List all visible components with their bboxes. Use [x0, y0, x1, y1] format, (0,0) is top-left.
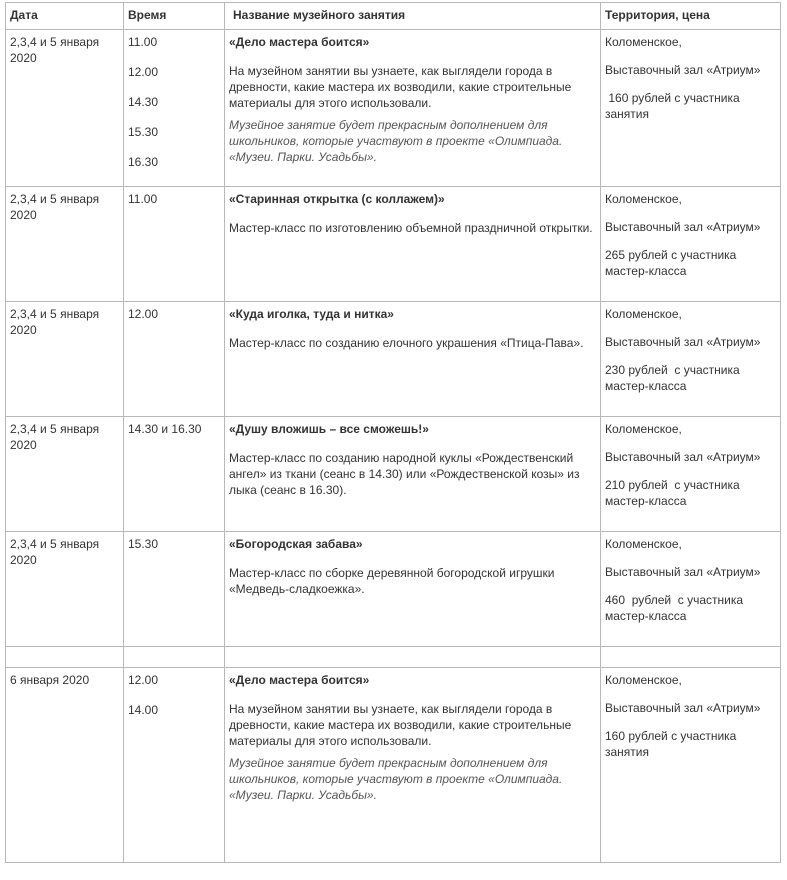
event-description: Мастер-класс по созданию народной куклы «Рождественский ангел» из ткани (сеанс в 14.30) или «Рождественской козы» из лыка (сеанс в 16.30).: [229, 451, 580, 497]
empty-cell: [601, 647, 781, 668]
territory-park: Коломенское,: [605, 192, 682, 206]
date-cell: 2,3,4 и 5 января 2020: [6, 302, 124, 417]
territory-cell: [601, 30, 781, 187]
event-title: «Дело мастера боится»: [229, 673, 370, 687]
territory-hall: Выставочный зал «Атриум»: [605, 335, 761, 349]
event-description: Мастер-класс по созданию елочного украшения «Птица-Пава».: [229, 336, 584, 350]
territory-park: Коломенское,: [605, 422, 682, 436]
territory-hall: Выставочный зал «Атриум»: [605, 220, 761, 234]
territory-hall: Выставочный зал «Атриум»: [605, 565, 761, 579]
schedule-table: [5, 2, 781, 863]
header-row: [6, 3, 781, 30]
table-row: [6, 187, 781, 302]
territory-park: Коломенское,: [605, 35, 682, 49]
header-name: Название музейного занятия: [225, 3, 601, 30]
event-cell: [225, 302, 601, 417]
territory-price: 230 рублей с участника мастер-класса: [605, 363, 744, 393]
event-description: На музейном занятии вы узнаете, как выглядели города в древности, какие мастера их возводили, какие строительные материалы для этого использовали.: [229, 702, 572, 748]
table-row: [6, 30, 781, 187]
time-value: 16.30: [128, 155, 159, 169]
territory-price: 460 рублей с участника мастер-класса: [605, 593, 747, 623]
territory-park: Коломенское,: [605, 673, 682, 687]
empty-cell: [6, 647, 124, 668]
event-description: На музейном занятии вы узнаете, как выглядели города в древности, какие мастера их возводили, какие строительные материалы для этого использовали.: [229, 64, 572, 110]
territory-cell: [601, 668, 781, 863]
event-description: Мастер-класс по сборке деревянной богородской игрушки «Медведь-сладкоежка».: [229, 566, 555, 596]
territory-hall: Выставочный зал «Атриум»: [605, 701, 761, 715]
time-value: 12.00: [128, 307, 159, 321]
time-value: 14.30 и 16.30: [128, 422, 202, 436]
territory-price: 210 рублей с участника мастер-класса: [605, 478, 744, 508]
event-note: Музейное занятие будет прекрасным дополнением для школьников, которые участвуют в проекте «Олимпиада. «Музеи. Парки. Усадьбы».: [229, 756, 563, 802]
time-value: 12.00: [128, 65, 159, 79]
event-title: «Дело мастера боится»: [229, 35, 370, 49]
time-cell: [124, 417, 225, 532]
event-cell: [225, 532, 601, 647]
date-cell: 2,3,4 и 5 января 2020: [6, 417, 124, 532]
time-value: 14.00: [128, 703, 159, 717]
territory-price: 160 рублей с участника занятия: [605, 91, 744, 121]
date-cell: 2,3,4 и 5 января 2020: [6, 30, 124, 187]
event-title: «Куда иголка, туда и нитка»: [229, 307, 394, 321]
territory-cell: [601, 417, 781, 532]
table-row: [6, 417, 781, 532]
territory-hall: Выставочный зал «Атриум»: [605, 63, 761, 77]
event-title: «Старинная открытка (с коллажем)»: [229, 192, 445, 206]
territory-park: Коломенское,: [605, 537, 682, 551]
time-value: 14.30: [128, 95, 159, 109]
date-cell: 6 января 2020: [6, 668, 124, 863]
table-row: [6, 302, 781, 417]
time-cell: [124, 668, 225, 863]
event-cell: [225, 187, 601, 302]
event-cell: [225, 668, 601, 863]
event-description: Мастер-класс по изготовлению объемной праздничной открытки.: [229, 221, 593, 235]
territory-cell: [601, 187, 781, 302]
header-date: Дата: [6, 3, 124, 30]
territory-hall: Выставочный зал «Атриум»: [605, 450, 761, 464]
date-cell: 2,3,4 и 5 января 2020: [6, 532, 124, 647]
event-note: Музейное занятие будет прекрасным дополнением для школьников, которые участвуют в проекте «Олимпиада. «Музеи. Парки. Усадьбы».: [229, 118, 563, 164]
territory-cell: [601, 302, 781, 417]
territory-price: 160 рублей с участника занятия: [605, 729, 737, 759]
empty-cell: [225, 647, 601, 668]
time-cell: [124, 532, 225, 647]
header-territory: Территория, цена: [601, 3, 781, 30]
time-cell: [124, 302, 225, 417]
territory-cell: [601, 532, 781, 647]
time-value: 15.30: [128, 125, 159, 139]
territory-park: Коломенское,: [605, 307, 682, 321]
empty-cell: [124, 647, 225, 668]
time-value: 11.00: [128, 192, 158, 206]
event-title: «Душу вложишь – все сможешь!»: [229, 422, 429, 436]
table-row: [6, 668, 781, 863]
empty-row: [6, 647, 781, 668]
event-title: «Богородская забава»: [229, 537, 363, 551]
date-cell: 2,3,4 и 5 января 2020: [6, 187, 124, 302]
time-cell: [124, 187, 225, 302]
time-value: 12.00: [128, 673, 159, 687]
territory-price: 265 рублей с участника мастер-класса: [605, 248, 737, 278]
table-row: [6, 532, 781, 647]
time-value: 15.30: [128, 537, 159, 551]
time-cell: [124, 30, 225, 187]
time-value: 11.00: [128, 35, 158, 49]
event-cell: [225, 30, 601, 187]
event-cell: [225, 417, 601, 532]
header-time: Время: [124, 3, 225, 30]
